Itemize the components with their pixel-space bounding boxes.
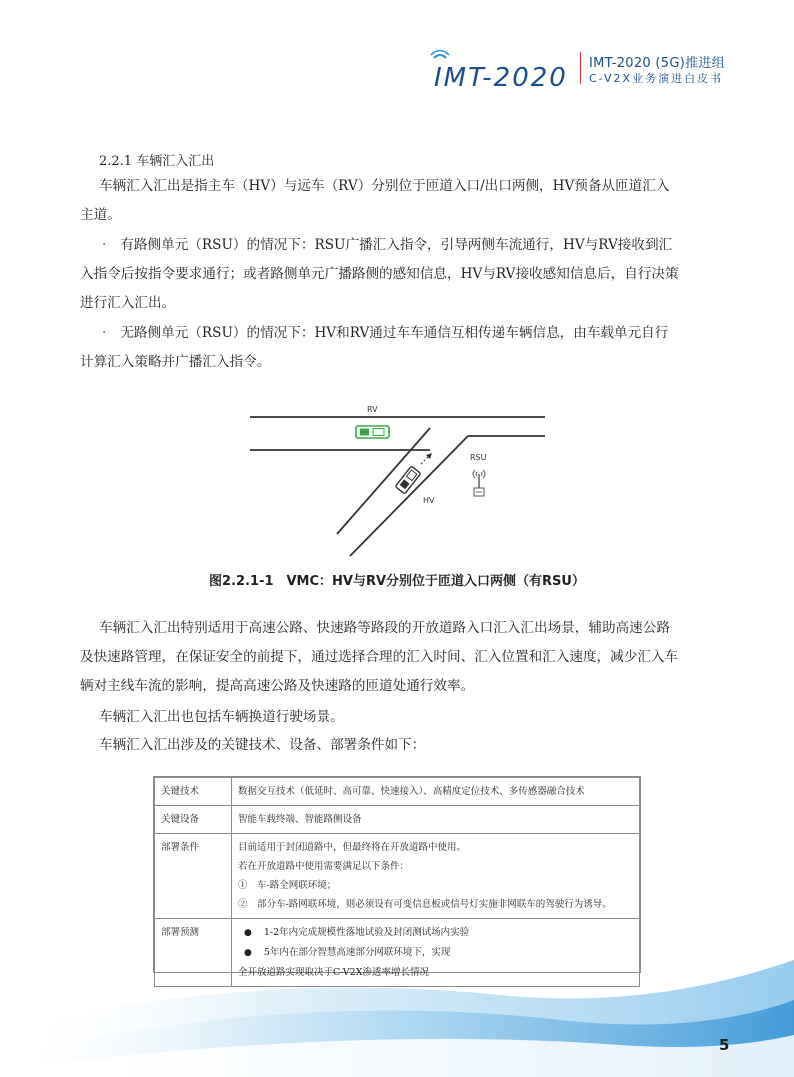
rv-label: RV xyxy=(367,405,378,414)
imt-2020-logo xyxy=(430,50,570,92)
page-header xyxy=(0,44,794,94)
header-subtitle: C-V2X业务演进白皮书 xyxy=(589,72,724,85)
row-key: 关键技术 xyxy=(155,778,232,806)
bullet-dot-icon: ● xyxy=(244,948,252,958)
paragraph-definition: 车辆汇入汇出是指主车（HV）与远车（RV）分别位于匝道入口/出口两侧，HV预备从匝道汇入 主道。 xyxy=(80,178,670,223)
row-key: 部署条件 xyxy=(155,834,232,919)
row-key: 关键设备 xyxy=(155,806,232,834)
rv-car-icon xyxy=(356,426,389,438)
hv-direction-arrow xyxy=(421,453,432,464)
hv-label: HV xyxy=(423,496,435,505)
bullet-icon: · xyxy=(102,325,107,341)
svg-text:IMT-2020: IMT-2020 xyxy=(434,63,568,92)
row-value: 目前适用于封闭道路中，但最终将在开放道路中使用。 若在开放道路中使用需要满足以下条件： ① 车-路全网联环境； ② 部分车-路网联环境，则必须设有可变信息板或信号灯实施非网联车的驾驶行为诱导。 xyxy=(232,834,640,919)
hv-car-icon xyxy=(395,466,420,494)
row-value: 数据交互技术（低延时、高可靠、快速接入）、高精度定位技术、多传感器融合技术 xyxy=(232,778,640,806)
merge-scenario-diagram xyxy=(240,398,556,558)
row-value: 智能车载终端、智能路侧设备 xyxy=(232,806,640,834)
rsu-label: RSU xyxy=(470,453,487,462)
row-value: ● 1-2年内完成规模性落地试验及封闭测试场内实验 ● 5年内在部分智慧高速部分网联环境下，实现 全开放道路实现取决于C-V2X渗透率增长情况 xyxy=(232,919,640,987)
bullet-dot-icon: ● xyxy=(244,928,252,938)
paragraph-with-rsu: · 有路侧单元（RSU）的情况下：RSU广播汇入指令，引导两侧车流通行，HV与RV接收到汇 入指令后按指令要求通行；或者路侧单元广播路侧的感知信息，HV与RV接收感知信息后，自行决策 进行汇入汇出。 xyxy=(80,237,679,311)
paragraph-without-rsu: · 无路侧单元（RSU）的情况下：HV和RV通过车车通信互相传递车辆信息，由车载单元自行 计算汇入策略并广播汇入指令。 xyxy=(80,325,669,370)
bullet-icon: · xyxy=(102,237,107,253)
table-row xyxy=(155,806,640,834)
figure-caption: 图2.2.1-1 VMC：HV与RV分别位于匝道入口两侧（有RSU） xyxy=(209,574,585,589)
ramp-right-edge xyxy=(350,436,468,556)
page-number: 5 xyxy=(719,1036,730,1054)
section-title: 2.2.1 车辆汇入汇出 xyxy=(99,154,215,169)
header-divider xyxy=(580,52,581,84)
table-row xyxy=(155,834,640,919)
ramp-left-edge xyxy=(337,428,430,534)
paragraph-table-intro: 车辆汇入汇出涉及的关键技术、设备、部署条件如下： xyxy=(99,737,426,753)
rsu-antenna-icon xyxy=(473,470,485,496)
footer-wave-decoration xyxy=(0,940,794,1077)
paragraph-lane-change: 车辆汇入汇出也包括车辆换道行驶场景。 xyxy=(99,709,344,725)
paragraph-applicability: 车辆汇入汇出特别适用于高速公路、快速路等路段的开放道路入口汇入汇出场景，辅助高速公路 及快速路管理，在保证安全的前提下，通过选择合理的汇入时间、汇入位置和汇入速度，减少汇入车 辆对主线车流的影响，提高高速公路及快速路的匝道处通行效率。 xyxy=(80,620,679,694)
row-key: 部署预测 xyxy=(155,919,232,987)
table-row xyxy=(155,778,640,806)
header-title: IMT-2020 (5G)推进组 xyxy=(589,56,725,71)
